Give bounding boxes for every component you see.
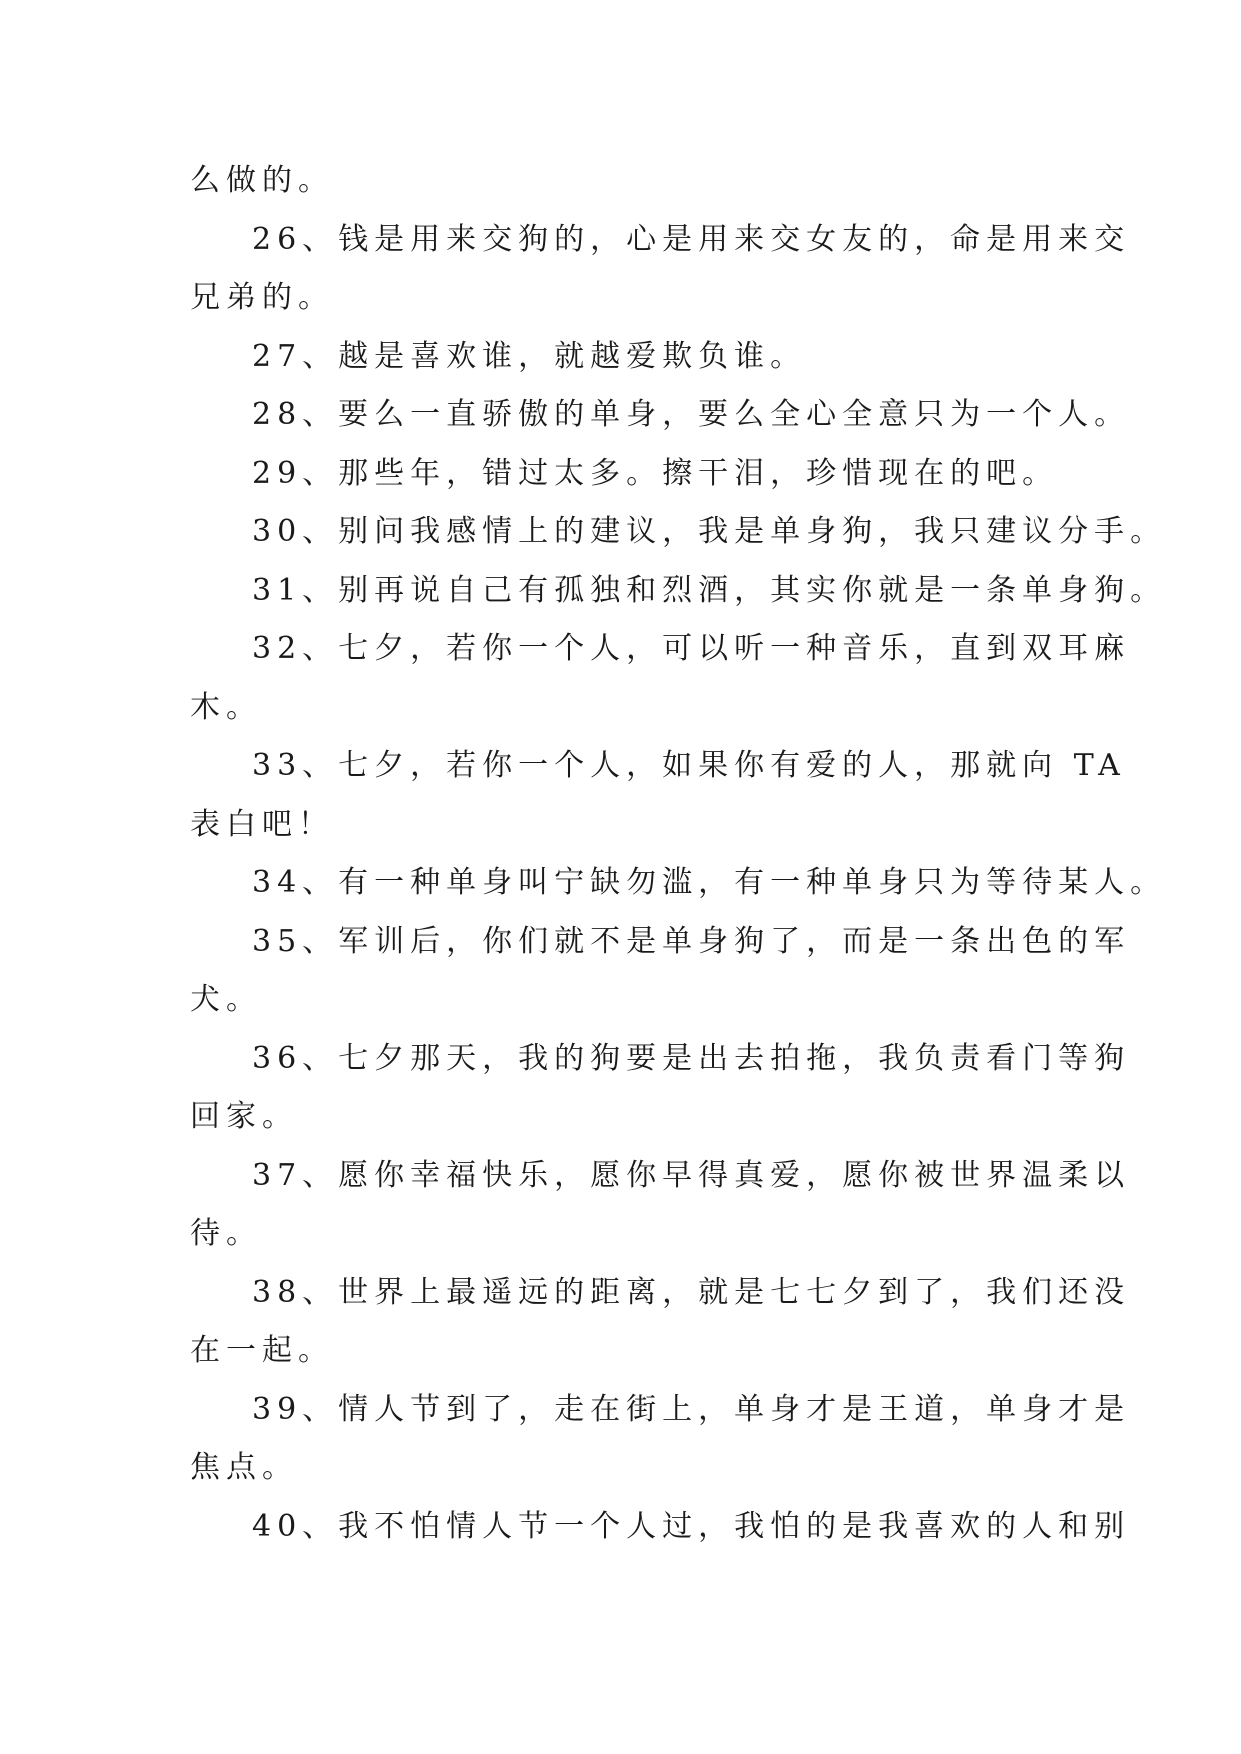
text-line: 待。	[190, 1216, 262, 1251]
text-line: 兄弟的。	[190, 280, 334, 315]
text-line: 回家。	[190, 1099, 298, 1134]
text-line: 35、军训后，你们就不是单身狗了，而是一条出色的军	[252, 923, 1131, 959]
text-line: 33、七夕，若你一个人，如果你有爱的人，那就向 TA	[252, 748, 1126, 783]
text-line: 28、要么一直骄傲的单身，要么全心全意只为一个人。	[252, 397, 1131, 432]
text-line: 木。	[190, 689, 262, 725]
document-body	[190, 152, 1167, 1556]
text-line: 犬。	[190, 982, 262, 1017]
text-line: 32、七夕，若你一个人，可以听一种音乐，直到双耳麻	[252, 631, 1131, 666]
text-line: 38、世界上最遥远的距离，就是七七夕到了，我们还没	[252, 1274, 1131, 1310]
text-line: 30、别问我感情上的建议，我是单身狗，我只建议分手。	[252, 514, 1167, 549]
text-line: 29、那些年，错过太多。擦干泪，珍惜现在的吧。	[252, 455, 1059, 491]
text-line: 27、越是喜欢谁，就越爱欺负谁。	[252, 338, 807, 374]
text-line: 31、别再说自己有孤独和烈酒，其实你就是一条单身狗。	[252, 572, 1167, 608]
text-line: 40、我不怕情人节一个人过，我怕的是我喜欢的人和别	[252, 1508, 1131, 1544]
text-line: 在一起。	[190, 1333, 334, 1368]
text-line: 39、情人节到了，走在街上，单身才是王道，单身才是	[252, 1391, 1131, 1427]
text-line: 么做的。	[190, 163, 334, 198]
text-line: 表白吧！	[190, 806, 334, 842]
text-line: 36、七夕那天，我的狗要是出去拍拖，我负责看门等狗	[252, 1040, 1131, 1076]
text-line: 37、愿你幸福快乐，愿你早得真爱，愿你被世界温柔以	[252, 1157, 1131, 1193]
text-line: 焦点。	[190, 1450, 298, 1485]
text-line: 34、有一种单身叫宁缺勿滥，有一种单身只为等待某人。	[252, 865, 1167, 900]
text-line: 26、钱是用来交狗的，心是用来交女友的，命是用来交	[252, 221, 1131, 257]
